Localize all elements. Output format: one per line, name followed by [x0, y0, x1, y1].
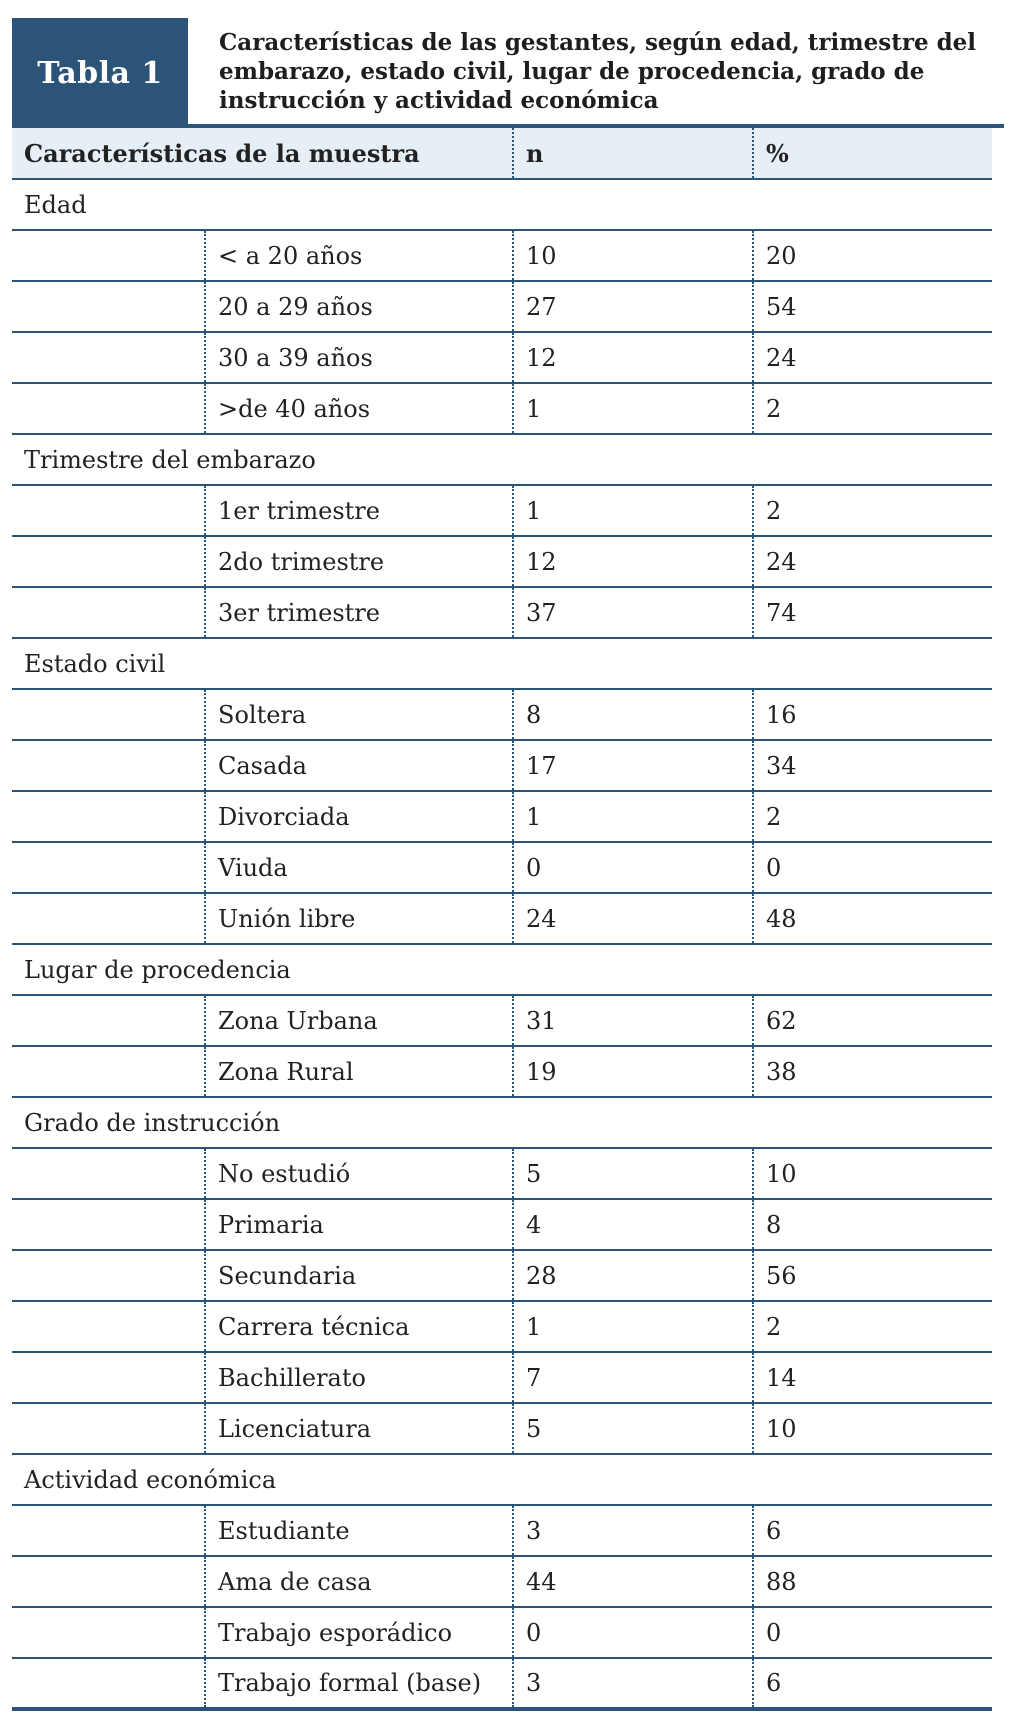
column-header-n: n: [513, 128, 753, 179]
count-cell: 1: [513, 383, 753, 434]
count-cell: 8: [513, 689, 753, 740]
count-cell: 0: [513, 1607, 753, 1658]
category-row: [12, 638, 992, 689]
table-row: [12, 383, 992, 434]
category-row: [12, 944, 992, 995]
table-row: [12, 995, 992, 1046]
column-header-percent: %: [753, 128, 992, 179]
table-row: [12, 1250, 992, 1301]
row-label: 1er trimestre: [205, 485, 513, 536]
count-cell: 0: [513, 842, 753, 893]
indent-cell: [12, 281, 205, 332]
count-cell: 1: [513, 1301, 753, 1352]
count-cell: 31: [513, 995, 753, 1046]
percent-cell: 88: [753, 1556, 992, 1607]
row-label: Estudiante: [205, 1505, 513, 1556]
row-label: Licenciatura: [205, 1403, 513, 1454]
count-cell: 1: [513, 485, 753, 536]
percent-cell: 10: [753, 1148, 992, 1199]
percent-cell: 24: [753, 332, 992, 383]
table-row: [12, 1301, 992, 1352]
indent-cell: [12, 1148, 205, 1199]
count-cell: 10: [513, 230, 753, 281]
row-label: Bachillerato: [205, 1352, 513, 1403]
table-header-row: [12, 128, 992, 179]
row-label: >de 40 años: [205, 383, 513, 434]
count-cell: 19: [513, 1046, 753, 1097]
category-row: [12, 1097, 992, 1148]
percent-cell: 34: [753, 740, 992, 791]
count-cell: 4: [513, 1199, 753, 1250]
indent-cell: [12, 1199, 205, 1250]
percent-cell: 56: [753, 1250, 992, 1301]
percent-cell: 24: [753, 536, 992, 587]
table-row: [12, 893, 992, 944]
percent-cell: 8: [753, 1199, 992, 1250]
indent-cell: [12, 536, 205, 587]
category-label: Estado civil: [12, 638, 992, 689]
row-label: < a 20 años: [205, 230, 513, 281]
row-label: Divorciada: [205, 791, 513, 842]
category-row: [12, 1454, 992, 1505]
percent-cell: 6: [753, 1505, 992, 1556]
category-row: [12, 434, 992, 485]
table-row: [12, 1199, 992, 1250]
indent-cell: [12, 1403, 205, 1454]
indent-cell: [12, 587, 205, 638]
row-label: 20 a 29 años: [205, 281, 513, 332]
percent-cell: 2: [753, 1301, 992, 1352]
percent-cell: 2: [753, 383, 992, 434]
row-label: 2do trimestre: [205, 536, 513, 587]
count-cell: 17: [513, 740, 753, 791]
indent-cell: [12, 332, 205, 383]
column-header-characteristics: Características de la muestra: [12, 128, 513, 179]
percent-cell: 0: [753, 842, 992, 893]
indent-cell: [12, 1250, 205, 1301]
row-label: Ama de casa: [205, 1556, 513, 1607]
indent-cell: [12, 1505, 205, 1556]
characteristics-table: [12, 128, 992, 1711]
table-row: [12, 1403, 992, 1454]
indent-cell: [12, 485, 205, 536]
percent-cell: 2: [753, 485, 992, 536]
row-label: Zona Rural: [205, 1046, 513, 1097]
table-row: [12, 332, 992, 383]
count-cell: 44: [513, 1556, 753, 1607]
count-cell: 24: [513, 893, 753, 944]
indent-cell: [12, 893, 205, 944]
row-label: Casada: [205, 740, 513, 791]
category-label: Lugar de procedencia: [12, 944, 992, 995]
count-cell: 5: [513, 1403, 753, 1454]
indent-cell: [12, 1352, 205, 1403]
row-label: Viuda: [205, 842, 513, 893]
table-row: [12, 230, 992, 281]
percent-cell: 16: [753, 689, 992, 740]
percent-cell: 0: [753, 1607, 992, 1658]
percent-cell: 10: [753, 1403, 992, 1454]
table-row: [12, 791, 992, 842]
count-cell: 12: [513, 332, 753, 383]
table-row: [12, 1046, 992, 1097]
indent-cell: [12, 1301, 205, 1352]
row-label: 30 a 39 años: [205, 332, 513, 383]
table-header: [12, 18, 1004, 128]
count-cell: 12: [513, 536, 753, 587]
category-row: [12, 179, 992, 230]
count-cell: 1: [513, 791, 753, 842]
indent-cell: [12, 842, 205, 893]
row-label: Primaria: [205, 1199, 513, 1250]
table-caption: Características de las gestantes, según edad, trimestre del embarazo, estado civil, lugar de procedencia, grado de instrucción y actividad económica: [219, 29, 977, 114]
table-row: [12, 842, 992, 893]
count-cell: 3: [513, 1658, 753, 1709]
percent-cell: 6: [753, 1658, 992, 1709]
indent-cell: [12, 689, 205, 740]
table-number-label: Tabla 1: [12, 18, 188, 128]
indent-cell: [12, 740, 205, 791]
row-label: Soltera: [205, 689, 513, 740]
percent-cell: 14: [753, 1352, 992, 1403]
count-cell: 7: [513, 1352, 753, 1403]
count-cell: 27: [513, 281, 753, 332]
table-row: [12, 1148, 992, 1199]
percent-cell: 62: [753, 995, 992, 1046]
indent-cell: [12, 1556, 205, 1607]
row-label: 3er trimestre: [205, 587, 513, 638]
table-row: [12, 587, 992, 638]
row-label: Carrera técnica: [205, 1301, 513, 1352]
count-cell: 3: [513, 1505, 753, 1556]
category-label: Trimestre del embarazo: [12, 434, 992, 485]
table-row: [12, 740, 992, 791]
indent-cell: [12, 1607, 205, 1658]
indent-cell: [12, 995, 205, 1046]
indent-cell: [12, 1046, 205, 1097]
table-row: [12, 1556, 992, 1607]
row-label: Zona Urbana: [205, 995, 513, 1046]
indent-cell: [12, 383, 205, 434]
count-cell: 37: [513, 587, 753, 638]
row-label: Secundaria: [205, 1250, 513, 1301]
category-label: Edad: [12, 179, 992, 230]
row-label: Trabajo formal (base): [205, 1658, 513, 1709]
percent-cell: 20: [753, 230, 992, 281]
table-row: [12, 485, 992, 536]
table-row: [12, 1607, 992, 1658]
indent-cell: [12, 1658, 205, 1709]
category-label: Actividad económica: [12, 1454, 992, 1505]
count-cell: 5: [513, 1148, 753, 1199]
percent-cell: 74: [753, 587, 992, 638]
table-row: [12, 281, 992, 332]
table-body: [12, 128, 992, 1709]
percent-cell: 38: [753, 1046, 992, 1097]
percent-cell: 54: [753, 281, 992, 332]
row-label: Trabajo esporádico: [205, 1607, 513, 1658]
percent-cell: 2: [753, 791, 992, 842]
row-label: No estudió: [205, 1148, 513, 1199]
count-cell: 28: [513, 1250, 753, 1301]
table-row: [12, 1352, 992, 1403]
table-row: [12, 689, 992, 740]
table-row: [12, 1658, 992, 1709]
table-row: [12, 1505, 992, 1556]
indent-cell: [12, 230, 205, 281]
percent-cell: 48: [753, 893, 992, 944]
row-label: Unión libre: [205, 893, 513, 944]
category-label: Grado de instrucción: [12, 1097, 992, 1148]
table-row: [12, 536, 992, 587]
indent-cell: [12, 791, 205, 842]
